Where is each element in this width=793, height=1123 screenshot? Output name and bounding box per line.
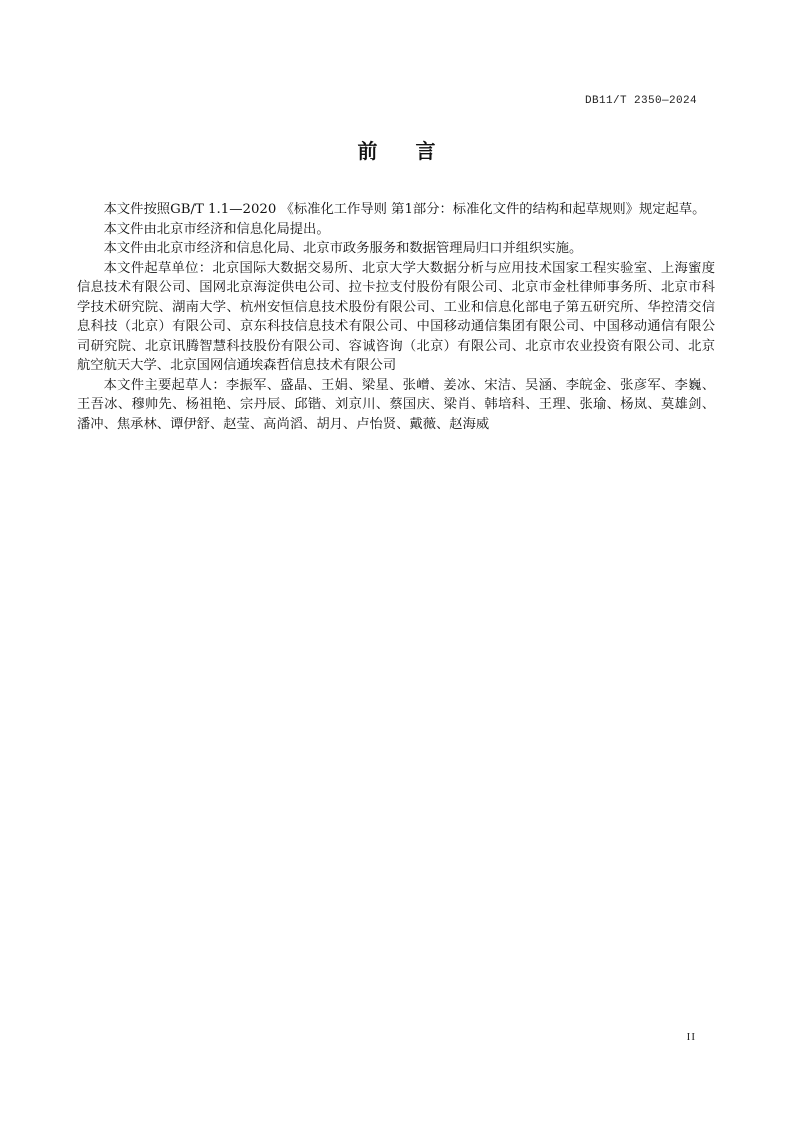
paragraph-administrator: 本文件由北京市经济和信息化局、北京市政务服务和数据管理局归口并组织实施。: [103, 241, 583, 256]
page-number: II: [686, 1031, 696, 1043]
paragraph-drafting-rules: 本文件按照GB/T 1.1—2020 《标准化工作导则 第1部分：标准化文件的结构和起草规则》规定起草。: [103, 202, 706, 217]
paragraph-proposer: 本文件由北京市经济和信息化局提出。: [103, 221, 330, 237]
page-title: 前言: [357, 139, 474, 163]
foreword-body: [77, 200, 715, 434]
document-standard-number: DB11/T 2350—2024: [584, 95, 697, 107]
paragraph-main-drafters: 本文件主要起草人：李振军、盛晶、王娟、梁星、张嶒、姜冰、宋洁、吴涵、李皖金、张彦军、李巍、王吾冰、穆帅先、杨祖艳、宗丹辰、邱锴、刘京川、蔡国庆、梁肖、韩培科、王理、张瑜、杨岚、莫雄剑、潘冲、焦承林、谭伊舒、赵莹、高尚滔、胡月、卢怡贤、戴薇、赵海威: [77, 377, 715, 432]
paragraph-drafting-organizations: 本文件起草单位：北京国际大数据交易所、北京大学大数据分析与应用技术国家工程实验室、上海蜜度信息技术有限公司、国网北京海淀供电公司、拉卡拉支付股份有限公司、北京市金杜律师事务所、北京市科学技术研究院、湖南大学、杭州安恒信息技术股份有限公司、工业和信息化部电子第五研究所、华控清交信息科技（北京）有限公司、京东科技信息技术有限公司、中国移动通信集团有限公司、中国移动通信有限公司研究院、北京讯腾智慧科技股份有限公司、容诚咨询（北京）有限公司、北京市农业投资有限公司、北京航空航天大学、北京国网信通埃森哲信息技术有限公司: [77, 260, 715, 373]
